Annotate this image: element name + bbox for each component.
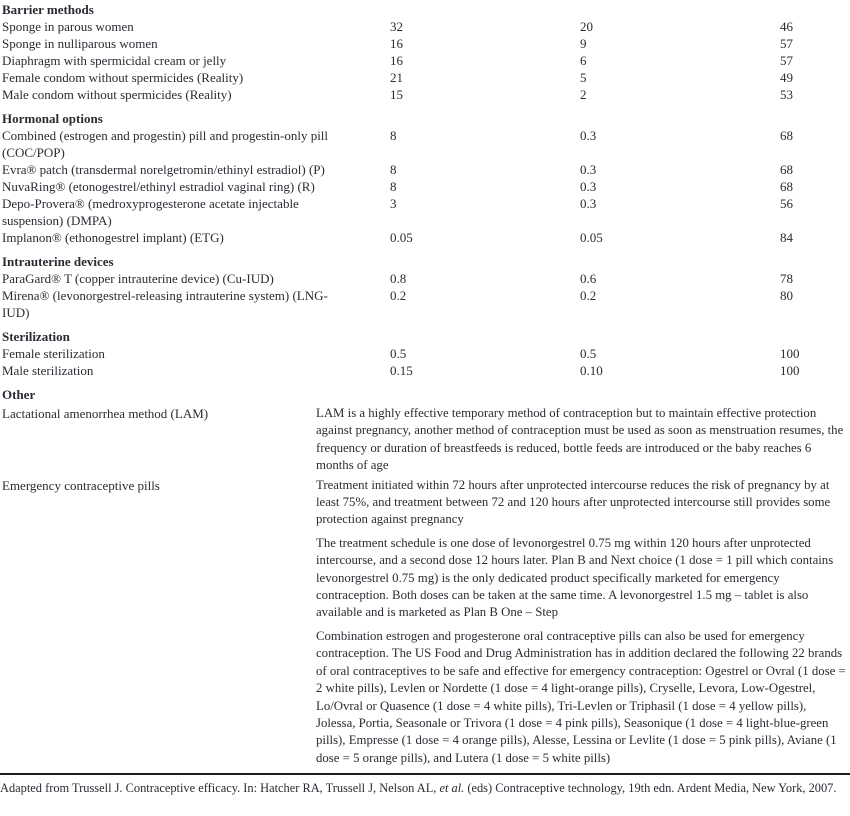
continuation-value: 49 (780, 70, 793, 85)
method-label: Sponge in parous women (2, 19, 134, 34)
perfect-use-value: 0.05 (580, 230, 603, 245)
perfect-use-value: 0.5 (580, 346, 597, 361)
continuation-value: 80 (780, 288, 793, 303)
continuation-value: 68 (780, 162, 793, 177)
method-label: Sponge in nulliparous women (2, 36, 158, 51)
typical-use-value: 0.15 (390, 363, 413, 378)
continuation-value: 56 (780, 196, 793, 211)
method-label: Mirena® (levonorgestrel-releasing intrauterine system) (LNG-IUD) (2, 288, 328, 320)
method-label: Evra® patch (transdermal norelgetromin/ethinyl estradiol) (P) (2, 162, 325, 177)
table-row (2, 86, 850, 103)
table-row (2, 69, 850, 86)
method-label: Combined (estrogen and progestin) pill and progestin-only pill (COC/POP) (2, 128, 329, 160)
typical-use-value: 0.8 (390, 271, 407, 286)
table-row-emergency-contraceptive-pills (2, 477, 850, 768)
typical-use-value: 0.05 (390, 230, 413, 245)
method-label: Emergency contraceptive pills (2, 477, 160, 493)
description-paragraph: The treatment schedule is one dose of levonorgestrel 0.75 mg within 120 hours after unprotected intercourse, and a second dose 12 hours later. Plan B and Next choice (1 dose = 1 pill which contains levonorgestrel 0.75 mg) is the only dedicated product specifically marketed for emergency contraception. Both doses can be taken at the same time. A levonorgestrel 1.5 mg – tablet is also available and is marketed as Plan B One – Step (316, 535, 834, 620)
continuation-value: 84 (780, 230, 793, 245)
typical-use-value: 3 (390, 196, 397, 211)
section-heading-other: Other (2, 387, 36, 402)
continuation-value: 53 (780, 87, 793, 102)
typical-use-value: 16 (390, 36, 403, 51)
continuation-value: 57 (780, 36, 793, 51)
table-row (2, 18, 850, 35)
method-label: Female condom without spermicides (Reality) (2, 70, 244, 85)
section-heading-sterilization: Sterilization (2, 329, 70, 344)
continuation-value: 46 (780, 19, 793, 34)
continuation-value: 78 (780, 271, 793, 286)
section-heading-intrauterine-devices: Intrauterine devices (2, 254, 114, 269)
typical-use-value: 0.5 (390, 346, 407, 361)
typical-use-value: 32 (390, 19, 403, 34)
continuation-value: 100 (780, 363, 800, 378)
table-row (2, 270, 850, 287)
typical-use-value: 21 (390, 70, 403, 85)
typical-use-value: 16 (390, 53, 403, 68)
table-row (2, 229, 850, 246)
perfect-use-value: 20 (580, 19, 593, 34)
perfect-use-value: 0.2 (580, 288, 597, 303)
continuation-value: 100 (780, 346, 800, 361)
perfect-use-value: 0.10 (580, 363, 603, 378)
table-row (2, 161, 850, 178)
continuation-value: 68 (780, 179, 793, 194)
perfect-use-value: 5 (580, 70, 587, 85)
table-row-lam (2, 405, 850, 475)
method-label: Diaphragm with spermicidal cream or jelly (2, 53, 227, 68)
perfect-use-value: 0.3 (580, 162, 597, 177)
table-row (2, 178, 850, 195)
perfect-use-value: 0.3 (580, 179, 597, 194)
method-label: ParaGard® T (copper intrauterine device) (Cu-IUD) (2, 271, 274, 286)
table-row (2, 52, 850, 69)
perfect-use-value: 9 (580, 36, 587, 51)
continuation-value: 57 (780, 53, 793, 68)
method-description (316, 477, 848, 768)
method-label: Depo-Provera® (medroxyprogesterone acetate injectable suspension) (DMPA) (2, 196, 299, 228)
table-row (2, 287, 850, 321)
table-row (2, 345, 850, 362)
typical-use-value: 8 (390, 128, 397, 143)
perfect-use-value: 2 (580, 87, 587, 102)
continuation-value: 68 (780, 128, 793, 143)
section-heading-hormonal-options: Hormonal options (2, 111, 103, 126)
table-row (2, 195, 850, 229)
perfect-use-value: 6 (580, 53, 587, 68)
method-label: Male condom without spermicides (Reality) (2, 87, 232, 102)
typical-use-value: 0.2 (390, 288, 407, 303)
table-footnote (0, 773, 850, 796)
perfect-use-value: 0.6 (580, 271, 597, 286)
description-paragraph: LAM is a highly effective temporary method of contraception but to maintain effective protection against pregnancy, another method of contraception must be used as soon as menstruation resumes, the frequency or duration of breastfeeds is reduced, bottle feeds are introduced or the baby reaches 6 months of age (316, 406, 844, 473)
footnote-etal: et al. (439, 781, 465, 795)
table-row (2, 127, 850, 161)
method-label: Male sterilization (2, 363, 94, 378)
typical-use-value: 8 (390, 162, 397, 177)
method-description (316, 405, 848, 475)
perfect-use-value: 0.3 (580, 128, 597, 143)
table-row (2, 35, 850, 52)
footnote-text: (eds) Contraceptive technology, 19th edn. Ardent Media, New York, 2007. (464, 781, 837, 795)
section-heading-barrier-methods: Barrier methods (2, 2, 94, 17)
footnote-text: Adapted from Trussell J. Contraceptive efficacy. In: Hatcher RA, Trussell J, Nelson AL, (0, 781, 440, 795)
perfect-use-value: 0.3 (580, 196, 597, 211)
description-paragraph: Combination estrogen and progesterone oral contraceptive pills can also be used for emergency contraception. The US Food and Drug Administration has in addition declared the following 22 brands of oral contraceptives to be safe and effective for emergency contraception: Ogestrel or Ovral (1 dose = 2 white pills), Levlen or Nordette (1 dose = 4 light-orange pills), Cryselle, Levora, Low-Ogestrel, Lo/Ovral or Quasence (1 dose = 4 white pills), Tri-Levlen or Triphasil (1 dose = 4 yellow pills), Jolessa, Portia, Seasonale or Trivora (1 dose = 4 pink pills), Seasonique (1 dose = 4 light-blue-green pills), Empresse (1 dose = 4 orange pills), Alesse, Lessina or Levlite (1 dose = 5 pink pills), Aviane (1 dose = 5 orange pills), and Lutera (1 dose = 5 white pills) (316, 628, 846, 765)
method-label: Lactational amenorrhea method (LAM) (2, 406, 209, 421)
method-label: NuvaRing® (etonogestrel/ethinyl estradiol vaginal ring) (R) (2, 179, 315, 194)
description-paragraph: Treatment initiated within 72 hours after unprotected intercourse reduces the risk of pregnancy by at least 75%, and treatment between 72 and 120 hours after unprotected intercourse still provides some protection against pregnancy (316, 477, 831, 527)
typical-use-value: 15 (390, 87, 403, 102)
typical-use-value: 8 (390, 179, 397, 194)
table-row (2, 362, 850, 379)
method-label: Female sterilization (2, 346, 105, 361)
method-label: Implanon® (ethonogestrel implant) (ETG) (2, 230, 224, 245)
